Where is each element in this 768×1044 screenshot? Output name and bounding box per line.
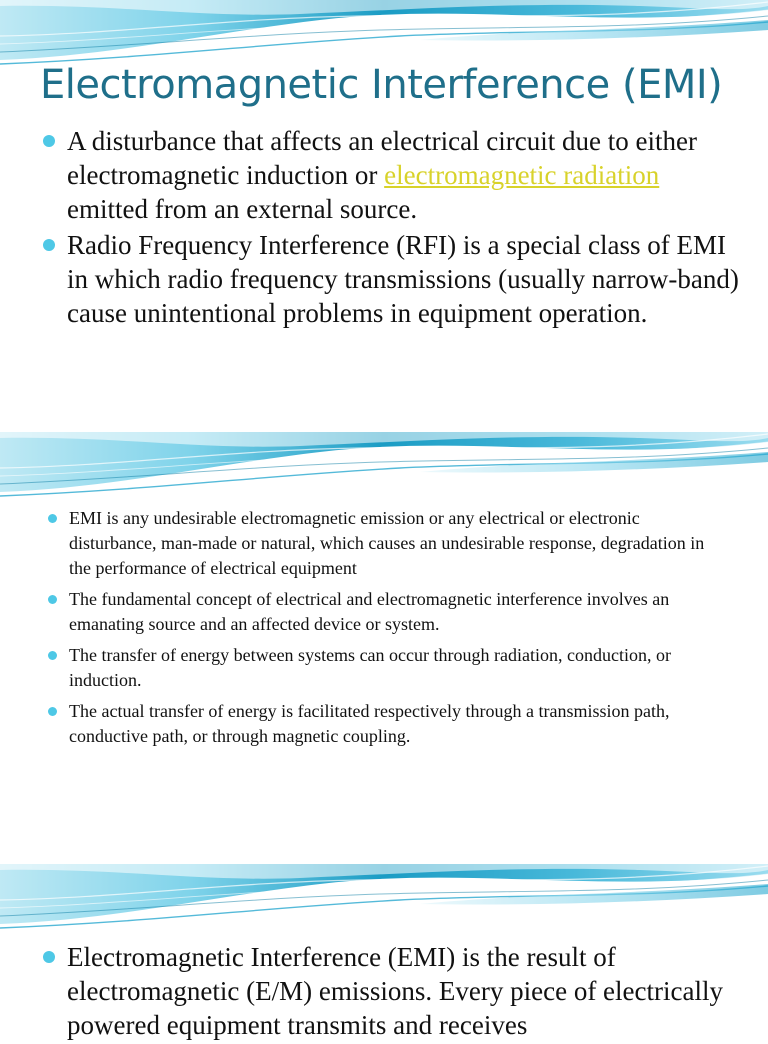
wave-header-decoration: [0, 432, 768, 502]
bullet-text: A disturbance that affects an electrical circuit due to either electromagnetic induction or: [67, 126, 697, 190]
bullet-item: [48, 506, 728, 581]
wave-header-decoration: [0, 0, 768, 70]
bullet-text: emitted from an external source.: [67, 194, 418, 224]
electromagnetic-radiation-link[interactable]: electromagnetic radiation: [384, 160, 660, 190]
bullet-list: [40, 124, 740, 332]
bullet-text: The actual transfer of energy is facilitated respectively through a transmission path, conductive path, or through magnetic coupling.: [69, 701, 670, 746]
bullet-text: The transfer of energy between systems can occur through radiation, conduction, or induction.: [69, 645, 671, 690]
circle-bullet-icon: [48, 595, 57, 604]
bullet-item: [48, 643, 728, 693]
slide-3: [0, 864, 768, 1040]
circle-bullet-icon: [43, 951, 55, 963]
bullet-item: [48, 699, 728, 749]
bullet-item: [40, 124, 740, 226]
bullet-item: [40, 228, 740, 330]
bullet-item: [48, 587, 728, 637]
bullet-item: [40, 940, 740, 1042]
slide-1: [0, 0, 768, 432]
slide-title: Electromagnetic Interference (EMI): [40, 62, 723, 108]
wave-header-decoration: [0, 864, 768, 934]
bullet-text: Electromagnetic Interference (EMI) is the result of electromagnetic (E/M) emissions. Every piece of electrically powered equipment transmits and receives: [67, 942, 723, 1040]
bullet-text: The fundamental concept of electrical and electromagnetic interference involves an emanating source and an affected device or system.: [69, 589, 670, 634]
circle-bullet-icon: [48, 707, 57, 716]
circle-bullet-icon: [48, 651, 57, 660]
circle-bullet-icon: [48, 514, 57, 523]
slide-2: [0, 432, 768, 864]
bullet-list: [40, 940, 740, 1044]
circle-bullet-icon: [43, 135, 55, 147]
bullet-text: Radio Frequency Interference (RFI) is a special class of EMI in which radio frequency transmissions (usually narrow-band) cause unintentional problems in equipment operation.: [67, 230, 739, 328]
circle-bullet-icon: [43, 239, 55, 251]
bullet-text: EMI is any undesirable electromagnetic emission or any electrical or electronic disturbance, man-made or natural, which causes an undesirable response, degradation in the performance of electrical equipment: [69, 508, 705, 578]
bullet-list: [48, 506, 728, 755]
